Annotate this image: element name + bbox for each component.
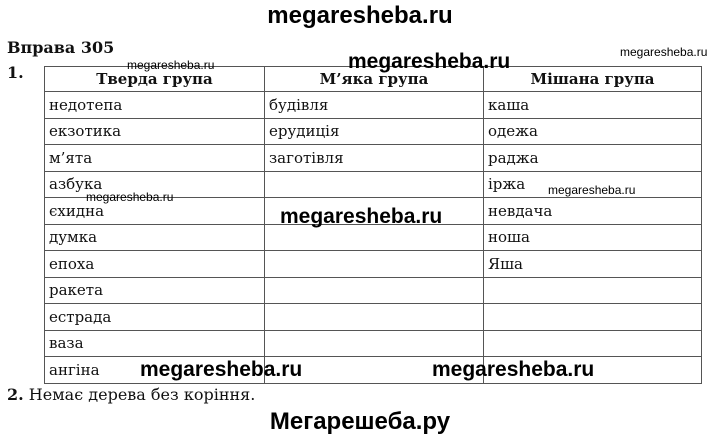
cell-hard-group: екзотика [45, 118, 265, 145]
cell-soft-group: ерудиція [265, 118, 484, 145]
part2-note [7, 385, 255, 404]
cell-hard-group: єхидна [45, 198, 265, 225]
cell-soft-group: будівля [265, 92, 484, 119]
cell-mixed-group: Яша [484, 251, 702, 278]
watermark-overlay: megaresheba.ru [127, 58, 215, 72]
cell-hard-group: естрада [45, 304, 265, 331]
cell-hard-group: ангіна [45, 357, 265, 384]
watermark-overlay: megaresheba.ru [548, 183, 636, 197]
table-row [45, 145, 702, 172]
watermark-top: megaresheba.ru [267, 2, 453, 29]
cell-mixed-group: іржа [484, 171, 702, 198]
cell-hard-group: ракета [45, 277, 265, 304]
cell-soft-group: заготівля [265, 145, 484, 172]
header-mixed-group: Мішана група [484, 67, 702, 92]
cell-hard-group: епоха [45, 251, 265, 278]
table-row [45, 277, 702, 304]
watermark-bottom: Мегарешеба.ру [269, 408, 451, 435]
header-soft-group: М’яка група [265, 67, 484, 92]
table-row [45, 330, 702, 357]
table-body [45, 92, 702, 384]
cell-soft-group [265, 330, 484, 357]
cell-mixed-group: одежа [484, 118, 702, 145]
cell-soft-group [265, 304, 484, 331]
cell-hard-group: недотепа [45, 92, 265, 119]
cell-soft-group [265, 171, 484, 198]
cell-mixed-group [484, 277, 702, 304]
table-row [45, 92, 702, 119]
cell-mixed-group: невдача [484, 198, 702, 225]
header-hard-group: Тверда група [45, 67, 265, 92]
cell-hard-group: м’ята [45, 145, 265, 172]
exercise-title: Вправа 305 [7, 38, 115, 57]
watermark-overlay: megaresheba.ru [86, 190, 174, 204]
cell-mixed-group: каша [484, 92, 702, 119]
table-row [45, 304, 702, 331]
cell-mixed-group [484, 330, 702, 357]
cell-hard-group: ваза [45, 330, 265, 357]
watermark-overlay: megaresheba.ru [432, 358, 595, 381]
watermark-overlay: megaresheba.ru [620, 45, 708, 59]
part2-text: Немає дерева без коріння. [28, 385, 256, 404]
cell-hard-group: азбука [45, 171, 265, 198]
table-row [45, 251, 702, 278]
cell-hard-group: думка [45, 224, 265, 251]
watermark-overlay: megaresheba.ru [280, 205, 443, 228]
watermark-overlay: megaresheba.ru [140, 358, 303, 381]
cell-mixed-group [484, 304, 702, 331]
part1-number: 1. [7, 63, 24, 82]
cell-mixed-group: раджа [484, 145, 702, 172]
cell-soft-group [265, 251, 484, 278]
part2-number: 2. [7, 385, 24, 404]
cell-mixed-group: ноша [484, 224, 702, 251]
cell-soft-group [265, 277, 484, 304]
table-row [45, 118, 702, 145]
watermark-overlay: megaresheba.ru [348, 50, 511, 73]
